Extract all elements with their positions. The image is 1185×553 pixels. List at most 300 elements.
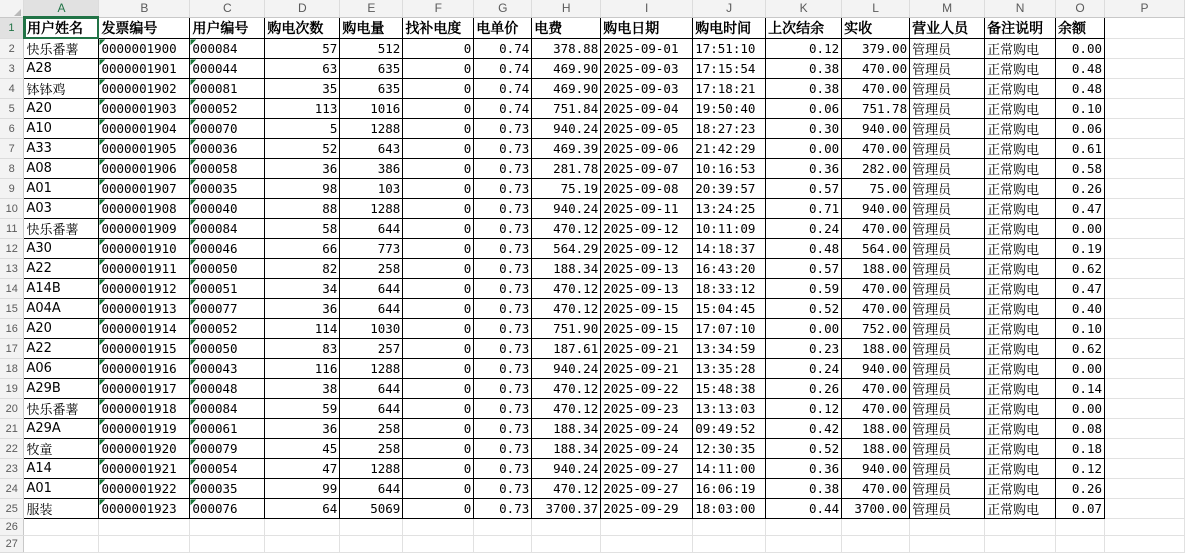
cell-unit-price[interactable]: 0.73 xyxy=(474,439,532,459)
cell-operator[interactable]: 管理员 xyxy=(910,439,985,459)
cell-remark[interactable]: 正常购电 xyxy=(985,319,1056,339)
cell-invoice-number[interactable]: 0000001904 xyxy=(99,119,190,139)
cell-electricity-fee[interactable]: 378.88 xyxy=(532,39,601,59)
cell-invoice-number[interactable]: 0000001918 xyxy=(99,399,190,419)
empty-cell[interactable] xyxy=(766,536,842,553)
cell-user-number[interactable]: 000048 xyxy=(190,379,265,399)
cell-balance[interactable]: 0.08 xyxy=(1056,419,1105,439)
cell-purchase-time[interactable]: 10:16:53 xyxy=(693,159,766,179)
active-cell-a1[interactable]: 用户姓名 xyxy=(24,17,99,39)
cell-user-name[interactable]: 快乐番薯 xyxy=(24,399,99,419)
cell-user-name[interactable]: A29A xyxy=(24,419,99,439)
cell-balance[interactable]: 0.18 xyxy=(1056,439,1105,459)
cell-purchase-amount-kwh[interactable]: 1016 xyxy=(340,99,403,119)
cell-remark[interactable]: 正常购电 xyxy=(985,399,1056,419)
cell-purchase-date[interactable]: 2025-09-12 xyxy=(601,219,693,239)
cell-electricity-fee[interactable]: 188.34 xyxy=(532,419,601,439)
cell-purchase-amount-kwh[interactable]: 103 xyxy=(340,179,403,199)
cell-user-name[interactable]: A20 xyxy=(24,99,99,119)
cell-amount-received[interactable]: 188.00 xyxy=(842,419,910,439)
empty-cell[interactable] xyxy=(1105,499,1185,519)
cell-purchase-date[interactable]: 2025-09-21 xyxy=(601,339,693,359)
cell-previous-balance[interactable]: 0.00 xyxy=(766,319,842,339)
cell-amount-received[interactable]: 188.00 xyxy=(842,439,910,459)
empty-cell[interactable] xyxy=(910,536,985,553)
cell-purchase-time[interactable]: 13:24:25 xyxy=(693,199,766,219)
column-title-adjust-kwh[interactable]: 找补电度 xyxy=(403,17,474,39)
cell-amount-received[interactable]: 940.00 xyxy=(842,459,910,479)
cell-invoice-number[interactable]: 0000001906 xyxy=(99,159,190,179)
column-title-purchase-date[interactable]: 购电日期 xyxy=(601,17,693,39)
row-header-15[interactable]: 15 xyxy=(0,299,24,319)
cell-amount-received[interactable]: 470.00 xyxy=(842,479,910,499)
empty-cell[interactable] xyxy=(985,519,1056,536)
column-title-purchase-time[interactable]: 购电时间 xyxy=(693,17,766,39)
cell-invoice-number[interactable]: 0000001907 xyxy=(99,179,190,199)
cell-previous-balance[interactable]: 0.71 xyxy=(766,199,842,219)
empty-cell[interactable] xyxy=(1105,319,1185,339)
cell-unit-price[interactable]: 0.73 xyxy=(474,299,532,319)
empty-cell[interactable] xyxy=(1105,536,1185,553)
empty-cell[interactable] xyxy=(1105,79,1185,99)
cell-adjust-kwh[interactable]: 0 xyxy=(403,99,474,119)
cell-remark[interactable]: 正常购电 xyxy=(985,479,1056,499)
cell-previous-balance[interactable]: 0.42 xyxy=(766,419,842,439)
cell-adjust-kwh[interactable]: 0 xyxy=(403,459,474,479)
empty-cell[interactable] xyxy=(1105,459,1185,479)
cell-operator[interactable]: 管理员 xyxy=(910,479,985,499)
empty-cell[interactable] xyxy=(265,536,340,553)
empty-cell[interactable] xyxy=(910,519,985,536)
cell-invoice-number[interactable]: 0000001914 xyxy=(99,319,190,339)
empty-cell[interactable] xyxy=(1105,139,1185,159)
cell-purchase-amount-kwh[interactable]: 1288 xyxy=(340,119,403,139)
cell-remark[interactable]: 正常购电 xyxy=(985,139,1056,159)
cell-amount-received[interactable]: 470.00 xyxy=(842,219,910,239)
cell-purchase-date[interactable]: 2025-09-06 xyxy=(601,139,693,159)
cell-adjust-kwh[interactable]: 0 xyxy=(403,279,474,299)
cell-unit-price[interactable]: 0.73 xyxy=(474,479,532,499)
cell-balance[interactable]: 0.00 xyxy=(1056,359,1105,379)
column-title-amount-received[interactable]: 实收 xyxy=(842,17,910,39)
cell-adjust-kwh[interactable]: 0 xyxy=(403,59,474,79)
cell-electricity-fee[interactable]: 940.24 xyxy=(532,459,601,479)
cell-adjust-kwh[interactable]: 0 xyxy=(403,199,474,219)
empty-cell[interactable] xyxy=(1105,119,1185,139)
cell-purchase-time[interactable]: 10:11:09 xyxy=(693,219,766,239)
cell-balance[interactable]: 0.10 xyxy=(1056,319,1105,339)
cell-amount-received[interactable]: 470.00 xyxy=(842,279,910,299)
cell-invoice-number[interactable]: 0000001900 xyxy=(99,39,190,59)
cell-user-number[interactable]: 000081 xyxy=(190,79,265,99)
cell-amount-received[interactable]: 470.00 xyxy=(842,299,910,319)
cell-invoice-number[interactable]: 0000001901 xyxy=(99,59,190,79)
empty-cell[interactable] xyxy=(24,536,99,553)
row-header-7[interactable]: 7 xyxy=(0,139,24,159)
cell-purchase-count[interactable]: 35 xyxy=(265,79,340,99)
cell-user-name[interactable]: A01 xyxy=(24,479,99,499)
cell-user-name[interactable]: 快乐番薯 xyxy=(24,219,99,239)
empty-cell[interactable] xyxy=(1105,59,1185,79)
column-header-m[interactable]: M xyxy=(910,0,985,17)
row-header-22[interactable]: 22 xyxy=(0,439,24,459)
cell-user-number[interactable]: 000084 xyxy=(190,39,265,59)
cell-invoice-number[interactable]: 0000001917 xyxy=(99,379,190,399)
cell-electricity-fee[interactable]: 470.12 xyxy=(532,279,601,299)
cell-electricity-fee[interactable]: 470.12 xyxy=(532,379,601,399)
cell-amount-received[interactable]: 751.78 xyxy=(842,99,910,119)
cell-purchase-date[interactable]: 2025-09-22 xyxy=(601,379,693,399)
cell-user-name[interactable]: A04A xyxy=(24,299,99,319)
cell-operator[interactable]: 管理员 xyxy=(910,139,985,159)
cell-purchase-amount-kwh[interactable]: 643 xyxy=(340,139,403,159)
cell-unit-price[interactable]: 0.73 xyxy=(474,359,532,379)
cell-purchase-amount-kwh[interactable]: 635 xyxy=(340,59,403,79)
cell-remark[interactable]: 正常购电 xyxy=(985,159,1056,179)
cell-previous-balance[interactable]: 0.12 xyxy=(766,399,842,419)
empty-cell[interactable] xyxy=(1105,519,1185,536)
cell-purchase-date[interactable]: 2025-09-15 xyxy=(601,319,693,339)
cell-remark[interactable]: 正常购电 xyxy=(985,79,1056,99)
column-title-user-number[interactable]: 用户编号 xyxy=(190,17,265,39)
cell-previous-balance[interactable]: 0.06 xyxy=(766,99,842,119)
cell-adjust-kwh[interactable]: 0 xyxy=(403,399,474,419)
cell-purchase-count[interactable]: 114 xyxy=(265,319,340,339)
empty-cell[interactable] xyxy=(24,519,99,536)
cell-unit-price[interactable]: 0.73 xyxy=(474,419,532,439)
column-header-d[interactable]: D xyxy=(265,0,340,17)
row-header-10[interactable]: 10 xyxy=(0,199,24,219)
row-header-16[interactable]: 16 xyxy=(0,319,24,339)
cell-purchase-count[interactable]: 36 xyxy=(265,159,340,179)
cell-purchase-date[interactable]: 2025-09-23 xyxy=(601,399,693,419)
cell-remark[interactable]: 正常购电 xyxy=(985,419,1056,439)
cell-purchase-time[interactable]: 13:34:59 xyxy=(693,339,766,359)
empty-cell[interactable] xyxy=(1105,279,1185,299)
cell-purchase-time[interactable]: 17:51:10 xyxy=(693,39,766,59)
column-title-remark[interactable]: 备注说明 xyxy=(985,17,1056,39)
cell-purchase-amount-kwh[interactable]: 258 xyxy=(340,419,403,439)
cell-adjust-kwh[interactable]: 0 xyxy=(403,219,474,239)
column-header-e[interactable]: E xyxy=(340,0,403,17)
cell-operator[interactable]: 管理员 xyxy=(910,59,985,79)
cell-balance[interactable]: 0.48 xyxy=(1056,79,1105,99)
cell-amount-received[interactable]: 470.00 xyxy=(842,139,910,159)
cell-balance[interactable]: 0.00 xyxy=(1056,399,1105,419)
cell-amount-received[interactable]: 470.00 xyxy=(842,399,910,419)
cell-unit-price[interactable]: 0.73 xyxy=(474,399,532,419)
empty-cell[interactable] xyxy=(1105,359,1185,379)
cell-user-number[interactable]: 000050 xyxy=(190,259,265,279)
cell-user-number[interactable]: 000043 xyxy=(190,359,265,379)
cell-purchase-count[interactable]: 82 xyxy=(265,259,340,279)
cell-unit-price[interactable]: 0.73 xyxy=(474,279,532,299)
cell-operator[interactable]: 管理员 xyxy=(910,299,985,319)
cell-amount-received[interactable]: 940.00 xyxy=(842,359,910,379)
empty-cell[interactable] xyxy=(842,519,910,536)
empty-cell[interactable] xyxy=(1105,17,1185,39)
cell-purchase-date[interactable]: 2025-09-24 xyxy=(601,419,693,439)
cell-purchase-date[interactable]: 2025-09-13 xyxy=(601,259,693,279)
cell-purchase-amount-kwh[interactable]: 644 xyxy=(340,399,403,419)
cell-unit-price[interactable]: 0.74 xyxy=(474,59,532,79)
cell-unit-price[interactable]: 0.73 xyxy=(474,379,532,399)
cell-purchase-amount-kwh[interactable]: 635 xyxy=(340,79,403,99)
cell-balance[interactable]: 0.10 xyxy=(1056,99,1105,119)
cell-adjust-kwh[interactable]: 0 xyxy=(403,119,474,139)
cell-user-number[interactable]: 000084 xyxy=(190,399,265,419)
cell-unit-price[interactable]: 0.73 xyxy=(474,119,532,139)
cell-purchase-time[interactable]: 09:49:52 xyxy=(693,419,766,439)
empty-cell[interactable] xyxy=(265,519,340,536)
cell-purchase-time[interactable]: 14:18:37 xyxy=(693,239,766,259)
cell-previous-balance[interactable]: 0.24 xyxy=(766,359,842,379)
cell-electricity-fee[interactable]: 281.78 xyxy=(532,159,601,179)
cell-purchase-amount-kwh[interactable]: 258 xyxy=(340,439,403,459)
cell-previous-balance[interactable]: 0.26 xyxy=(766,379,842,399)
cell-purchase-date[interactable]: 2025-09-05 xyxy=(601,119,693,139)
cell-balance[interactable]: 0.26 xyxy=(1056,479,1105,499)
cell-operator[interactable]: 管理员 xyxy=(910,199,985,219)
cell-operator[interactable]: 管理员 xyxy=(910,279,985,299)
cell-purchase-date[interactable]: 2025-09-27 xyxy=(601,459,693,479)
cell-purchase-count[interactable]: 45 xyxy=(265,439,340,459)
column-title-unit-price[interactable]: 电单价 xyxy=(474,17,532,39)
cell-operator[interactable]: 管理员 xyxy=(910,459,985,479)
cell-purchase-time[interactable]: 18:03:00 xyxy=(693,499,766,519)
column-header-k[interactable]: K xyxy=(766,0,842,17)
empty-cell[interactable] xyxy=(1056,519,1105,536)
cell-electricity-fee[interactable]: 940.24 xyxy=(532,199,601,219)
column-title-electricity-fee[interactable]: 电费 xyxy=(532,17,601,39)
cell-adjust-kwh[interactable]: 0 xyxy=(403,339,474,359)
cell-remark[interactable]: 正常购电 xyxy=(985,499,1056,519)
cell-balance[interactable]: 0.19 xyxy=(1056,239,1105,259)
cell-unit-price[interactable]: 0.74 xyxy=(474,39,532,59)
cell-electricity-fee[interactable]: 751.84 xyxy=(532,99,601,119)
cell-user-name[interactable]: A28 xyxy=(24,59,99,79)
cell-invoice-number[interactable]: 0000001902 xyxy=(99,79,190,99)
row-header-19[interactable]: 19 xyxy=(0,379,24,399)
cell-purchase-time[interactable]: 13:35:28 xyxy=(693,359,766,379)
cell-purchase-date[interactable]: 2025-09-08 xyxy=(601,179,693,199)
cell-electricity-fee[interactable]: 940.24 xyxy=(532,359,601,379)
cell-amount-received[interactable]: 940.00 xyxy=(842,199,910,219)
column-title-purchase-count[interactable]: 购电次数 xyxy=(265,17,340,39)
cell-purchase-count[interactable]: 113 xyxy=(265,99,340,119)
empty-cell[interactable] xyxy=(403,536,474,553)
empty-cell[interactable] xyxy=(474,519,532,536)
empty-cell[interactable] xyxy=(1056,536,1105,553)
cell-remark[interactable]: 正常购电 xyxy=(985,299,1056,319)
cell-purchase-count[interactable]: 63 xyxy=(265,59,340,79)
cell-purchase-time[interactable]: 17:15:54 xyxy=(693,59,766,79)
cell-purchase-date[interactable]: 2025-09-01 xyxy=(601,39,693,59)
cell-user-name[interactable]: A22 xyxy=(24,339,99,359)
row-header-11[interactable]: 11 xyxy=(0,219,24,239)
cell-user-name[interactable]: A08 xyxy=(24,159,99,179)
cell-electricity-fee[interactable]: 188.34 xyxy=(532,259,601,279)
cell-remark[interactable]: 正常购电 xyxy=(985,259,1056,279)
empty-cell[interactable] xyxy=(766,519,842,536)
cell-adjust-kwh[interactable]: 0 xyxy=(403,479,474,499)
cell-invoice-number[interactable]: 0000001908 xyxy=(99,199,190,219)
empty-cell[interactable] xyxy=(1105,99,1185,119)
empty-cell[interactable] xyxy=(1105,199,1185,219)
cell-unit-price[interactable]: 0.74 xyxy=(474,99,532,119)
cell-user-name[interactable]: A06 xyxy=(24,359,99,379)
cell-balance[interactable]: 0.00 xyxy=(1056,39,1105,59)
cell-invoice-number[interactable]: 0000001915 xyxy=(99,339,190,359)
row-header-5[interactable]: 5 xyxy=(0,99,24,119)
cell-remark[interactable]: 正常购电 xyxy=(985,459,1056,479)
empty-cell[interactable] xyxy=(532,536,601,553)
cell-previous-balance[interactable]: 0.52 xyxy=(766,299,842,319)
row-header-24[interactable]: 24 xyxy=(0,479,24,499)
cell-invoice-number[interactable]: 0000001903 xyxy=(99,99,190,119)
cell-balance[interactable]: 0.61 xyxy=(1056,139,1105,159)
cell-electricity-fee[interactable]: 188.34 xyxy=(532,439,601,459)
column-header-p[interactable]: P xyxy=(1105,0,1185,17)
cell-electricity-fee[interactable]: 187.61 xyxy=(532,339,601,359)
cell-invoice-number[interactable]: 0000001911 xyxy=(99,259,190,279)
cell-invoice-number[interactable]: 0000001921 xyxy=(99,459,190,479)
cell-invoice-number[interactable]: 0000001922 xyxy=(99,479,190,499)
cell-previous-balance[interactable]: 0.59 xyxy=(766,279,842,299)
cell-balance[interactable]: 0.00 xyxy=(1056,219,1105,239)
empty-cell[interactable] xyxy=(1105,439,1185,459)
column-header-c[interactable]: C xyxy=(190,0,265,17)
cell-purchase-time[interactable]: 20:39:57 xyxy=(693,179,766,199)
empty-cell[interactable] xyxy=(1105,379,1185,399)
empty-cell[interactable] xyxy=(985,536,1056,553)
column-header-f[interactable]: F xyxy=(403,0,474,17)
cell-purchase-time[interactable]: 17:18:21 xyxy=(693,79,766,99)
cell-previous-balance[interactable]: 0.36 xyxy=(766,459,842,479)
cell-remark[interactable]: 正常购电 xyxy=(985,359,1056,379)
cell-unit-price[interactable]: 0.73 xyxy=(474,219,532,239)
column-header-o[interactable]: O xyxy=(1056,0,1105,17)
cell-operator[interactable]: 管理员 xyxy=(910,379,985,399)
cell-electricity-fee[interactable]: 470.12 xyxy=(532,219,601,239)
cell-balance[interactable]: 0.06 xyxy=(1056,119,1105,139)
cell-remark[interactable]: 正常购电 xyxy=(985,279,1056,299)
cell-balance[interactable]: 0.62 xyxy=(1056,259,1105,279)
cell-adjust-kwh[interactable]: 0 xyxy=(403,159,474,179)
column-header-a[interactable]: A xyxy=(24,0,99,17)
select-all-corner[interactable] xyxy=(0,0,24,17)
row-header-14[interactable]: 14 xyxy=(0,279,24,299)
cell-purchase-count[interactable]: 98 xyxy=(265,179,340,199)
cell-purchase-amount-kwh[interactable]: 386 xyxy=(340,159,403,179)
cell-user-name[interactable]: A30 xyxy=(24,239,99,259)
cell-amount-received[interactable]: 564.00 xyxy=(842,239,910,259)
cell-balance[interactable]: 0.58 xyxy=(1056,159,1105,179)
cell-purchase-date[interactable]: 2025-09-29 xyxy=(601,499,693,519)
row-header-17[interactable]: 17 xyxy=(0,339,24,359)
cell-amount-received[interactable]: 379.00 xyxy=(842,39,910,59)
cell-purchase-count[interactable]: 116 xyxy=(265,359,340,379)
column-header-n[interactable]: N xyxy=(985,0,1056,17)
cell-adjust-kwh[interactable]: 0 xyxy=(403,179,474,199)
cell-previous-balance[interactable]: 0.36 xyxy=(766,159,842,179)
empty-cell[interactable] xyxy=(1105,339,1185,359)
cell-purchase-time[interactable]: 14:11:00 xyxy=(693,459,766,479)
column-header-h[interactable]: H xyxy=(532,0,601,17)
cell-adjust-kwh[interactable]: 0 xyxy=(403,139,474,159)
row-header-21[interactable]: 21 xyxy=(0,419,24,439)
cell-operator[interactable]: 管理员 xyxy=(910,219,985,239)
cell-operator[interactable]: 管理员 xyxy=(910,239,985,259)
cell-previous-balance[interactable]: 0.12 xyxy=(766,39,842,59)
cell-user-number[interactable]: 000050 xyxy=(190,339,265,359)
cell-remark[interactable]: 正常购电 xyxy=(985,339,1056,359)
cell-purchase-amount-kwh[interactable]: 644 xyxy=(340,279,403,299)
cell-user-number[interactable]: 000077 xyxy=(190,299,265,319)
row-header-13[interactable]: 13 xyxy=(0,259,24,279)
cell-user-number[interactable]: 000052 xyxy=(190,319,265,339)
cell-purchase-time[interactable]: 19:50:40 xyxy=(693,99,766,119)
cell-operator[interactable]: 管理员 xyxy=(910,499,985,519)
cell-user-number[interactable]: 000035 xyxy=(190,479,265,499)
cell-user-number[interactable]: 000070 xyxy=(190,119,265,139)
cell-purchase-date[interactable]: 2025-09-21 xyxy=(601,359,693,379)
empty-cell[interactable] xyxy=(601,536,693,553)
cell-adjust-kwh[interactable]: 0 xyxy=(403,259,474,279)
cell-amount-received[interactable]: 940.00 xyxy=(842,119,910,139)
cell-purchase-time[interactable]: 18:27:23 xyxy=(693,119,766,139)
empty-cell[interactable] xyxy=(1105,219,1185,239)
cell-invoice-number[interactable]: 0000001909 xyxy=(99,219,190,239)
cell-electricity-fee[interactable]: 470.12 xyxy=(532,479,601,499)
empty-cell[interactable] xyxy=(190,536,265,553)
cell-purchase-count[interactable]: 5 xyxy=(265,119,340,139)
cell-adjust-kwh[interactable]: 0 xyxy=(403,419,474,439)
cell-user-number[interactable]: 000084 xyxy=(190,219,265,239)
cell-amount-received[interactable]: 470.00 xyxy=(842,79,910,99)
cell-electricity-fee[interactable]: 469.90 xyxy=(532,79,601,99)
cell-remark[interactable]: 正常购电 xyxy=(985,59,1056,79)
empty-cell[interactable] xyxy=(1105,39,1185,59)
cell-operator[interactable]: 管理员 xyxy=(910,159,985,179)
row-header-25[interactable]: 25 xyxy=(0,499,24,519)
cell-adjust-kwh[interactable]: 0 xyxy=(403,319,474,339)
cell-operator[interactable]: 管理员 xyxy=(910,79,985,99)
cell-operator[interactable]: 管理员 xyxy=(910,179,985,199)
column-header-j[interactable]: J xyxy=(693,0,766,17)
empty-cell[interactable] xyxy=(340,536,403,553)
cell-invoice-number[interactable]: 0000001905 xyxy=(99,139,190,159)
cell-amount-received[interactable]: 470.00 xyxy=(842,379,910,399)
cell-purchase-count[interactable]: 36 xyxy=(265,299,340,319)
cell-electricity-fee[interactable]: 470.12 xyxy=(532,399,601,419)
cell-balance[interactable]: 0.62 xyxy=(1056,339,1105,359)
cell-user-name[interactable]: A22 xyxy=(24,259,99,279)
cell-purchase-date[interactable]: 2025-09-11 xyxy=(601,199,693,219)
column-title-operator[interactable]: 营业人员 xyxy=(910,17,985,39)
cell-user-name[interactable]: A10 xyxy=(24,119,99,139)
cell-purchase-count[interactable]: 66 xyxy=(265,239,340,259)
cell-purchase-count[interactable]: 99 xyxy=(265,479,340,499)
cell-purchase-amount-kwh[interactable]: 1288 xyxy=(340,359,403,379)
cell-purchase-amount-kwh[interactable]: 1030 xyxy=(340,319,403,339)
cell-electricity-fee[interactable]: 751.90 xyxy=(532,319,601,339)
empty-cell[interactable] xyxy=(693,536,766,553)
empty-cell[interactable] xyxy=(842,536,910,553)
cell-purchase-date[interactable]: 2025-09-12 xyxy=(601,239,693,259)
cell-electricity-fee[interactable]: 564.29 xyxy=(532,239,601,259)
cell-purchase-time[interactable]: 16:43:20 xyxy=(693,259,766,279)
